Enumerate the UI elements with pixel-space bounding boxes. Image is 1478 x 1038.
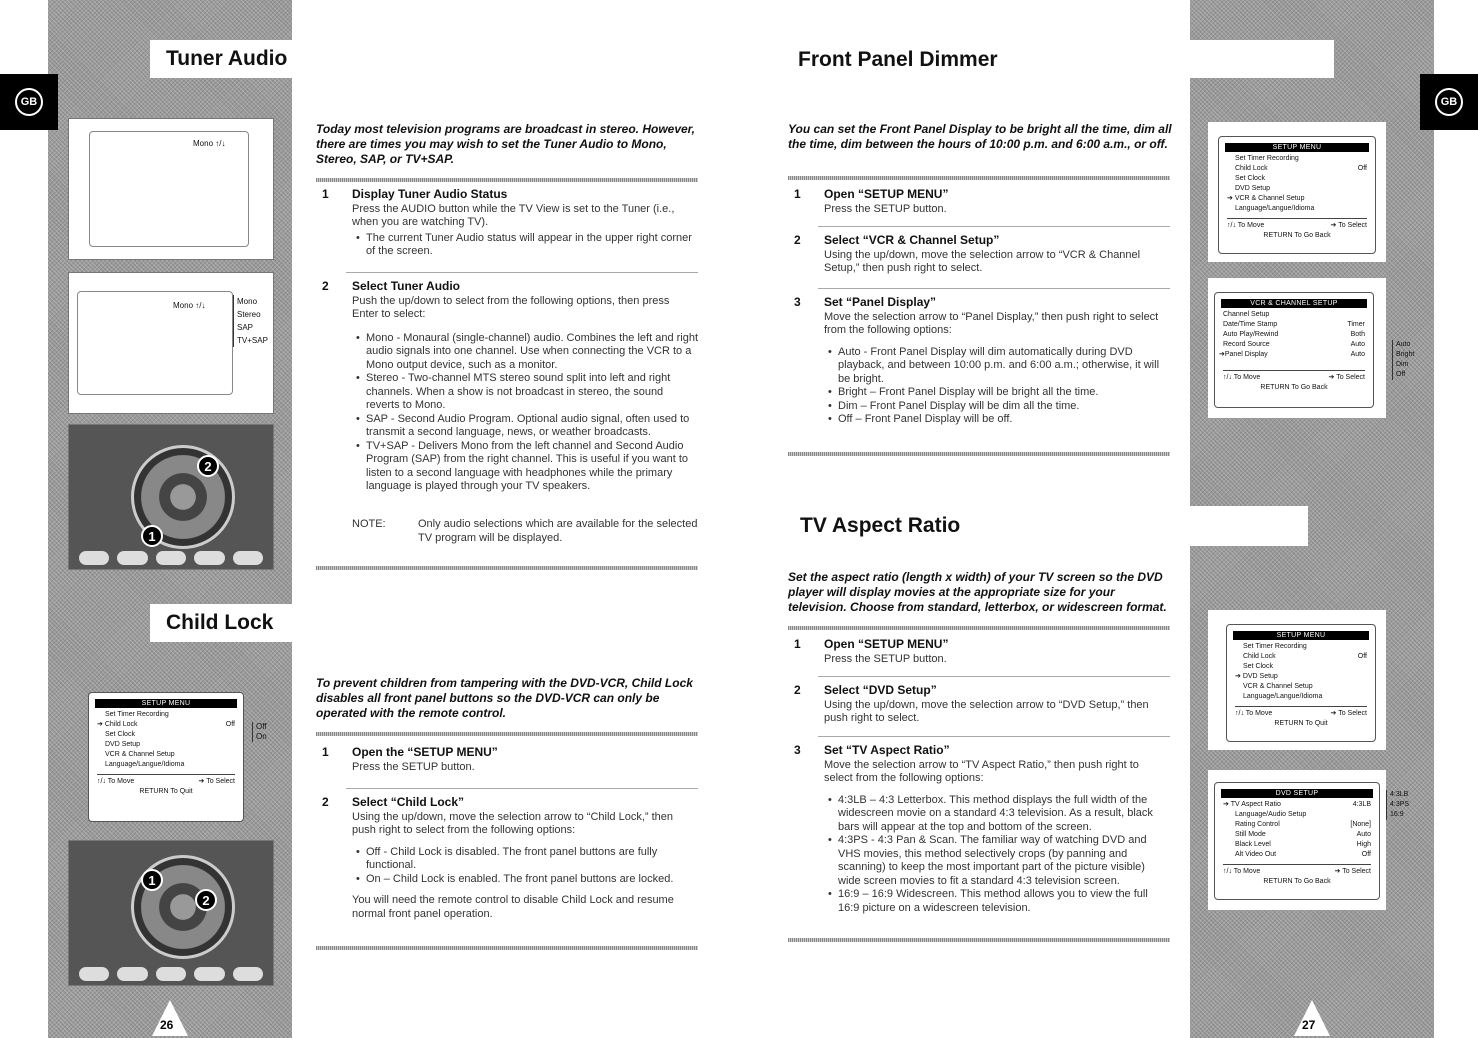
tuner-screen-panel-2 [68,272,274,414]
dimmer-step-1: 1 Open “SETUP MENU” Press the SETUP button. [794,187,949,215]
aspect-ratio-options: 4:3LB 4:3PS 16:9 [1386,790,1409,820]
aspect-step-1: 1 Open “SETUP MENU” Press the SETUP button. [794,637,949,665]
dimmer-rule-bottom [788,452,1170,456]
gb-badge-right: GB [1420,74,1478,130]
child-lock-title: Child Lock [150,604,292,642]
aspect-intro: Set the aspect ratio (length x width) of your TV screen so the DVD player will display movies at the appropriate size for your television. Choose from standard, letterbox, or widescreen format. [788,570,1167,614]
tv-aspect-ratio-title: TV Aspect Ratio [782,506,1308,546]
panel-display-options: Auto Bright Dim Off [1392,340,1414,380]
child-step-2: 2 Select “Child Lock” Using the up/down, move the selection arrow to “Child Lock,” then push right to select from the following options: • Off - Child Lock is disabled. The front panel buttons are fully functional. • On – Child Lock is enabled. The front panel buttons are locked. You will need the remote control to disable Child Lock and resume normal front panel operation. [322,796,698,921]
tuner-step-1: 1 Display Tuner Audio Status Press the AUDIO button while the TV View is set to the Tuner (i.e., when you are watching TV). • The current Tuner Audio status will appear in the upper right corner of the screen. [322,188,698,259]
remote-image-tuner: 2 1 [68,424,274,570]
aspect-osd-panel-2 [1208,770,1386,910]
dimmer-step-3: 3 Set “Panel Display” Move the selection arrow to “Panel Display,” then push right to select from the following options: • Auto - Front Panel Display will dim automatically during DVD playback, and between 10:00 p.m. and 6:00 a.m.; otherwise, it will be bright. • Bright – Front Panel Display will be bright all the time. • Dim – Front Panel Display will be dim all the time. • Off – Front Panel Display will be off. [794,296,1170,427]
child-rule-bottom [316,946,698,950]
tuner-rule-top [316,178,698,182]
aspect-rule-bottom [788,938,1170,942]
remote-image-child: 2 1 [68,840,274,986]
dvd-setup-menu: DVD SETUP ➔ TV Aspect Ratio 4:3LB Language/Audio Setup Rating Control [None] Still Mode Auto Black Level High Alt Video Out Off ↑/↓ To Move ➔ To Select RETURN To Go Back [1214,782,1380,900]
tuner-note: NOTE: Only audio selections which are available for the selected TV program will be displayed. [352,518,698,544]
aspect-osd-panel-1 [1208,610,1386,750]
aspect-divider-2 [818,736,1170,737]
tuner-divider [346,272,698,273]
aspect-divider-1 [818,676,1170,677]
tuner-rule-bottom [316,566,698,570]
aspect-step-3: 3 Set “TV Aspect Ratio” Move the selection arrow to “TV Aspect Ratio,” then push right to select from the following options: • 4:3LB – 4:3 Letterbox. This method displays the full width of the widescreen movie on a standard 4:3 television. As a result, black bars will appear at the top and bottom of the screen. • 4:3PS - 4:3 Pan & Scan. The familiar way of watching DVD and VHS movies, this method selectively crops (by panning and scanning) to keep the most important part of the picture visible) wide screen movies to fit a standard 4:3 television screen. • 16:9 – 16:9 Widescreen. This method allows you to view the full 16:9 picture on a widescreen television. [794,744,1170,915]
tuner-screen-label-1: Mono ↑/↓ [193,139,226,148]
dimmer-rule-top [788,176,1170,180]
child-lock-options: Off On [252,722,267,742]
dimmer-osd-panel-1 [1208,122,1386,262]
dimmer-step-2: 2 Select “VCR & Channel Setup” Using the up/down, move the selection arrow to “VCR & Channel Setup,” then push right to select. [794,233,1141,274]
tuner-audio-options: Mono Stereo SAP TV+SAP [233,295,268,347]
tuner-screen-label-2: Mono ↑/↓ [173,301,206,310]
page-number-left: 26 [152,1000,188,1036]
tuner-audio-title: Tuner Audio [150,40,292,78]
page-number-right: 27 [1294,1000,1330,1036]
child-step-1: 1 Open the “SETUP MENU” Press the SETUP button. [322,745,498,773]
dimmer-divider-2 [818,288,1170,289]
gb-badge-left: GB [0,74,58,130]
tuner-intro: Today most television programs are broadcast in stereo. However, there are times you may wish to set the Tuner Audio to Mono, Stereo, SAP, or TV+SAP. [316,122,696,166]
front-panel-dimmer-title: Front Panel Dimmer [798,48,998,71]
vcr-channel-setup-menu: VCR & CHANNEL SETUP Channel Setup Date/Time Stamp Timer Auto Play/Rewind Both Record Source Auto ➔Panel Display Auto ↑/↓ To Move ➔ To Select RETURN To Go Back [1214,292,1374,408]
dimmer-osd-panel-2 [1208,278,1386,418]
child-rule-top [316,732,698,736]
tuner-step-2: 2 Select Tuner Audio Push the up/down to select from the following options, then press Enter to select: • Mono - Monaural (single-channel) audio. Combines the left and right audio signals into one channel. Use when connecting the VCR to a Mono output device, such as a monitor. • Stereo - Two-channel MTS stereo sound split into left and right channels. When a show is not broadcast in stereo, the sound reverts to Mono. • SAP - Second Audio Program. Optional audio signal, often used to transmit a second language, news, or weather broadcasts. • TV+SAP - Delivers Mono from the left channel and Second Audio Program (SAP) from the right channel. This is useful if you want to listen to a second language with headphones while the primary language is played through your TV speakers. [322,280,698,494]
aspect-step-2: 2 Select “DVD Setup” Using the up/down, move the selection arrow to “DVD Setup,” then push right to select. [794,683,1149,724]
aspect-rule-top [788,626,1170,630]
tuner-screen-panel-1 [68,118,274,260]
aspect-setup-menu: SETUP MENU Set Timer Recording Child Lock Off Set Clock ➔ DVD Setup VCR & Channel Setup Language/Langue/Idioma ↑/↓ To Move ➔ To Select RETURN To Quit [1226,624,1376,742]
dimmer-setup-menu: SETUP MENU Set Timer Recording Child Lock Off Set Clock DVD Setup ➔ VCR & Channel Setup Language/Langue/Idioma ↑/↓ To Move ➔ To Select RETURN To Go Back [1218,136,1376,254]
child-divider [346,788,698,789]
dimmer-intro: You can set the Front Panel Display to be bright all the time, dim all the time, dim between the hours of 10:00 p.m. and 6:00 a.m., or off. [788,122,1172,151]
child-intro: To prevent children from tampering with the DVD-VCR, Child Lock disables all front panel buttons so the DVD-VCR can only be operated with the remote control. [316,676,693,720]
child-lock-setup-menu: SETUP MENU Set Timer Recording ➔ Child Lock Off Set Clock DVD Setup VCR & Channel Setup Language/Langue/Idioma ↑/↓ To Move ➔ To Select RETURN To Quit [88,692,244,822]
dimmer-divider-1 [818,226,1170,227]
right-banner-block [1190,40,1334,78]
